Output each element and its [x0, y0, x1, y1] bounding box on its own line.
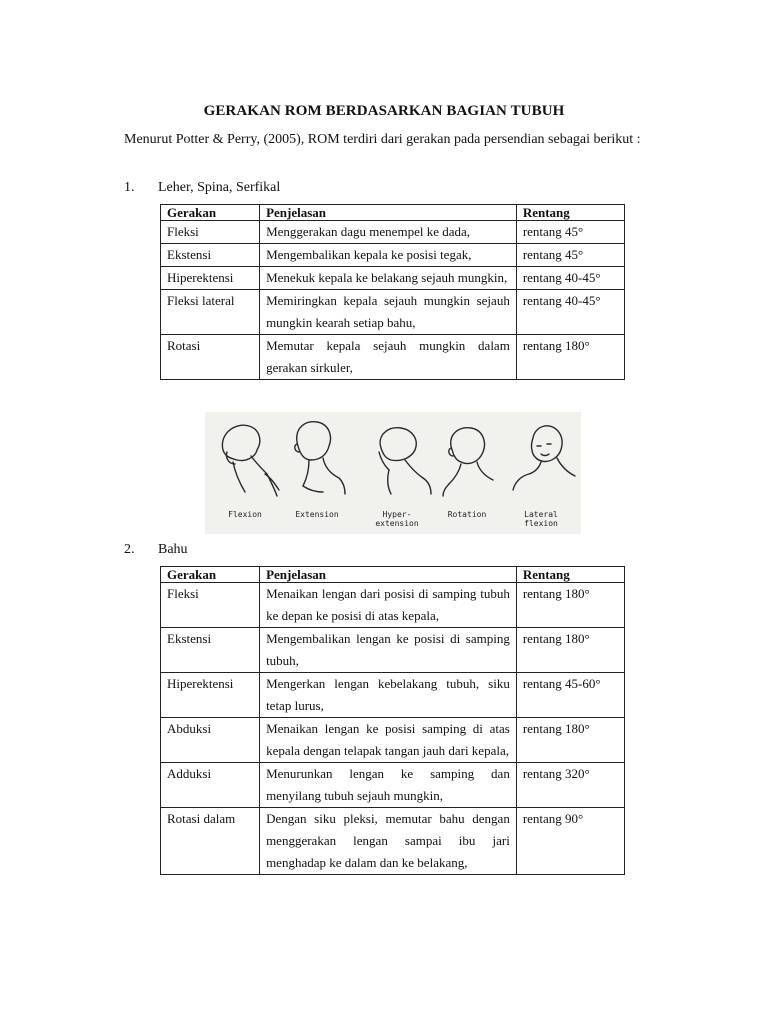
label-hyperextension: Hyper- extension	[375, 510, 419, 528]
table-row	[161, 673, 625, 718]
label-rotation: Rotation	[447, 510, 487, 519]
shoulder-rom-table	[160, 566, 625, 875]
cell-gerakan: Fleksi	[161, 583, 260, 628]
label-flexion: Flexion	[228, 510, 262, 519]
cell-gerakan: Hiperektensi	[161, 267, 260, 290]
cell-gerakan: Rotasi	[161, 335, 260, 380]
cell-rentang: rentang 45°	[516, 244, 624, 267]
cell-gerakan: Hiperektensi	[161, 673, 260, 718]
table-row	[161, 628, 625, 673]
cell-penjelasan: Dengan siku pleksi, memutar bahu dengan menggerakan lengan sampai ibu jari menghadap ke dalam dan ke belakang,	[260, 808, 517, 875]
rotation-figure-icon	[443, 428, 493, 496]
table-row	[161, 583, 625, 628]
header-penjelasan: Penjelasan	[260, 205, 517, 221]
section-2-title: Bahu	[158, 542, 188, 557]
page-title: GERAKAN ROM BERDASARKAN BAGIAN TUBUH	[203, 103, 565, 119]
table-row	[161, 267, 625, 290]
cell-rentang: rentang 180°	[516, 335, 624, 380]
cell-rentang: rentang 180°	[516, 718, 624, 763]
table-row	[161, 244, 625, 267]
flexion-figure-icon	[222, 425, 279, 496]
cell-penjelasan: Menaikan lengan ke posisi samping di atas kepala dengan telapak tangan jauh dari kepala,	[260, 718, 517, 763]
cell-penjelasan: Mengerkan lengan kebelakang tubuh, siku tetap lurus,	[260, 673, 517, 718]
label-lateral-flexion: Lateral flexion	[524, 510, 558, 528]
table-row	[161, 718, 625, 763]
table-row	[161, 335, 625, 380]
section-2-heading	[124, 542, 188, 558]
lateral-flexion-figure-icon	[513, 426, 575, 490]
cell-penjelasan: Mengembalikan kepala ke posisi tegak,	[260, 244, 517, 267]
neck-movement-figure	[205, 412, 581, 534]
cell-rentang: rentang 180°	[516, 583, 624, 628]
header-gerakan: Gerakan	[161, 205, 260, 221]
table-header-row	[161, 205, 625, 221]
intro-paragraph: Menurut Potter & Perry, (2005), ROM terdiri dari gerakan pada persendian sebagai berikut :	[124, 132, 641, 147]
cell-gerakan: Fleksi lateral	[161, 290, 260, 335]
cell-penjelasan: Memiringkan kepala sejauh mungkin sejauh mungkin kearah setiap bahu,	[260, 290, 517, 335]
section-1-number: 1.	[124, 180, 135, 195]
cell-penjelasan: Menaikan lengan dari posisi di samping tubuh ke depan ke posisi di atas kepala,	[260, 583, 517, 628]
cell-rentang: rentang 45°	[516, 221, 624, 244]
cell-gerakan: Ekstensi	[161, 244, 260, 267]
header-gerakan: Gerakan	[161, 567, 260, 583]
table-row	[161, 290, 625, 335]
extension-figure-icon	[295, 422, 345, 494]
cell-rentang: rentang 320°	[516, 763, 624, 808]
header-rentang: Rentang	[516, 205, 624, 221]
cell-rentang: rentang 90°	[516, 808, 624, 875]
table-row	[161, 221, 625, 244]
section-2-number: 2.	[124, 542, 135, 557]
table-header-row	[161, 567, 625, 583]
cell-gerakan: Rotasi dalam	[161, 808, 260, 875]
cell-gerakan: Abduksi	[161, 718, 260, 763]
section-1-heading	[124, 180, 280, 196]
cell-penjelasan: Memutar kepala sejauh mungkin dalam gerakan sirkuler,	[260, 335, 517, 380]
cell-penjelasan: Menggerakan dagu menempel ke dada,	[260, 221, 517, 244]
cell-gerakan: Fleksi	[161, 221, 260, 244]
cell-penjelasan: Mengembalikan lengan ke posisi di samping tubuh,	[260, 628, 517, 673]
hyperextension-figure-icon	[379, 428, 431, 494]
cell-rentang: rentang 180°	[516, 628, 624, 673]
cell-penjelasan: Menurunkan lengan ke samping dan menyilang tubuh sejauh mungkin,	[260, 763, 517, 808]
label-extension: Extension	[295, 510, 339, 519]
cell-rentang: rentang 40-45°	[516, 290, 624, 335]
table-row	[161, 808, 625, 875]
cell-gerakan: Adduksi	[161, 763, 260, 808]
table-row	[161, 763, 625, 808]
cell-rentang: rentang 45-60°	[516, 673, 624, 718]
neck-rom-table	[160, 204, 625, 380]
cell-gerakan: Ekstensi	[161, 628, 260, 673]
header-rentang: Rentang	[516, 567, 624, 583]
cell-rentang: rentang 40-45°	[516, 267, 624, 290]
section-1-title: Leher, Spina, Serfikal	[158, 180, 281, 195]
cell-penjelasan: Menekuk kepala ke belakang sejauh mungkin,	[260, 267, 517, 290]
header-penjelasan: Penjelasan	[260, 567, 517, 583]
